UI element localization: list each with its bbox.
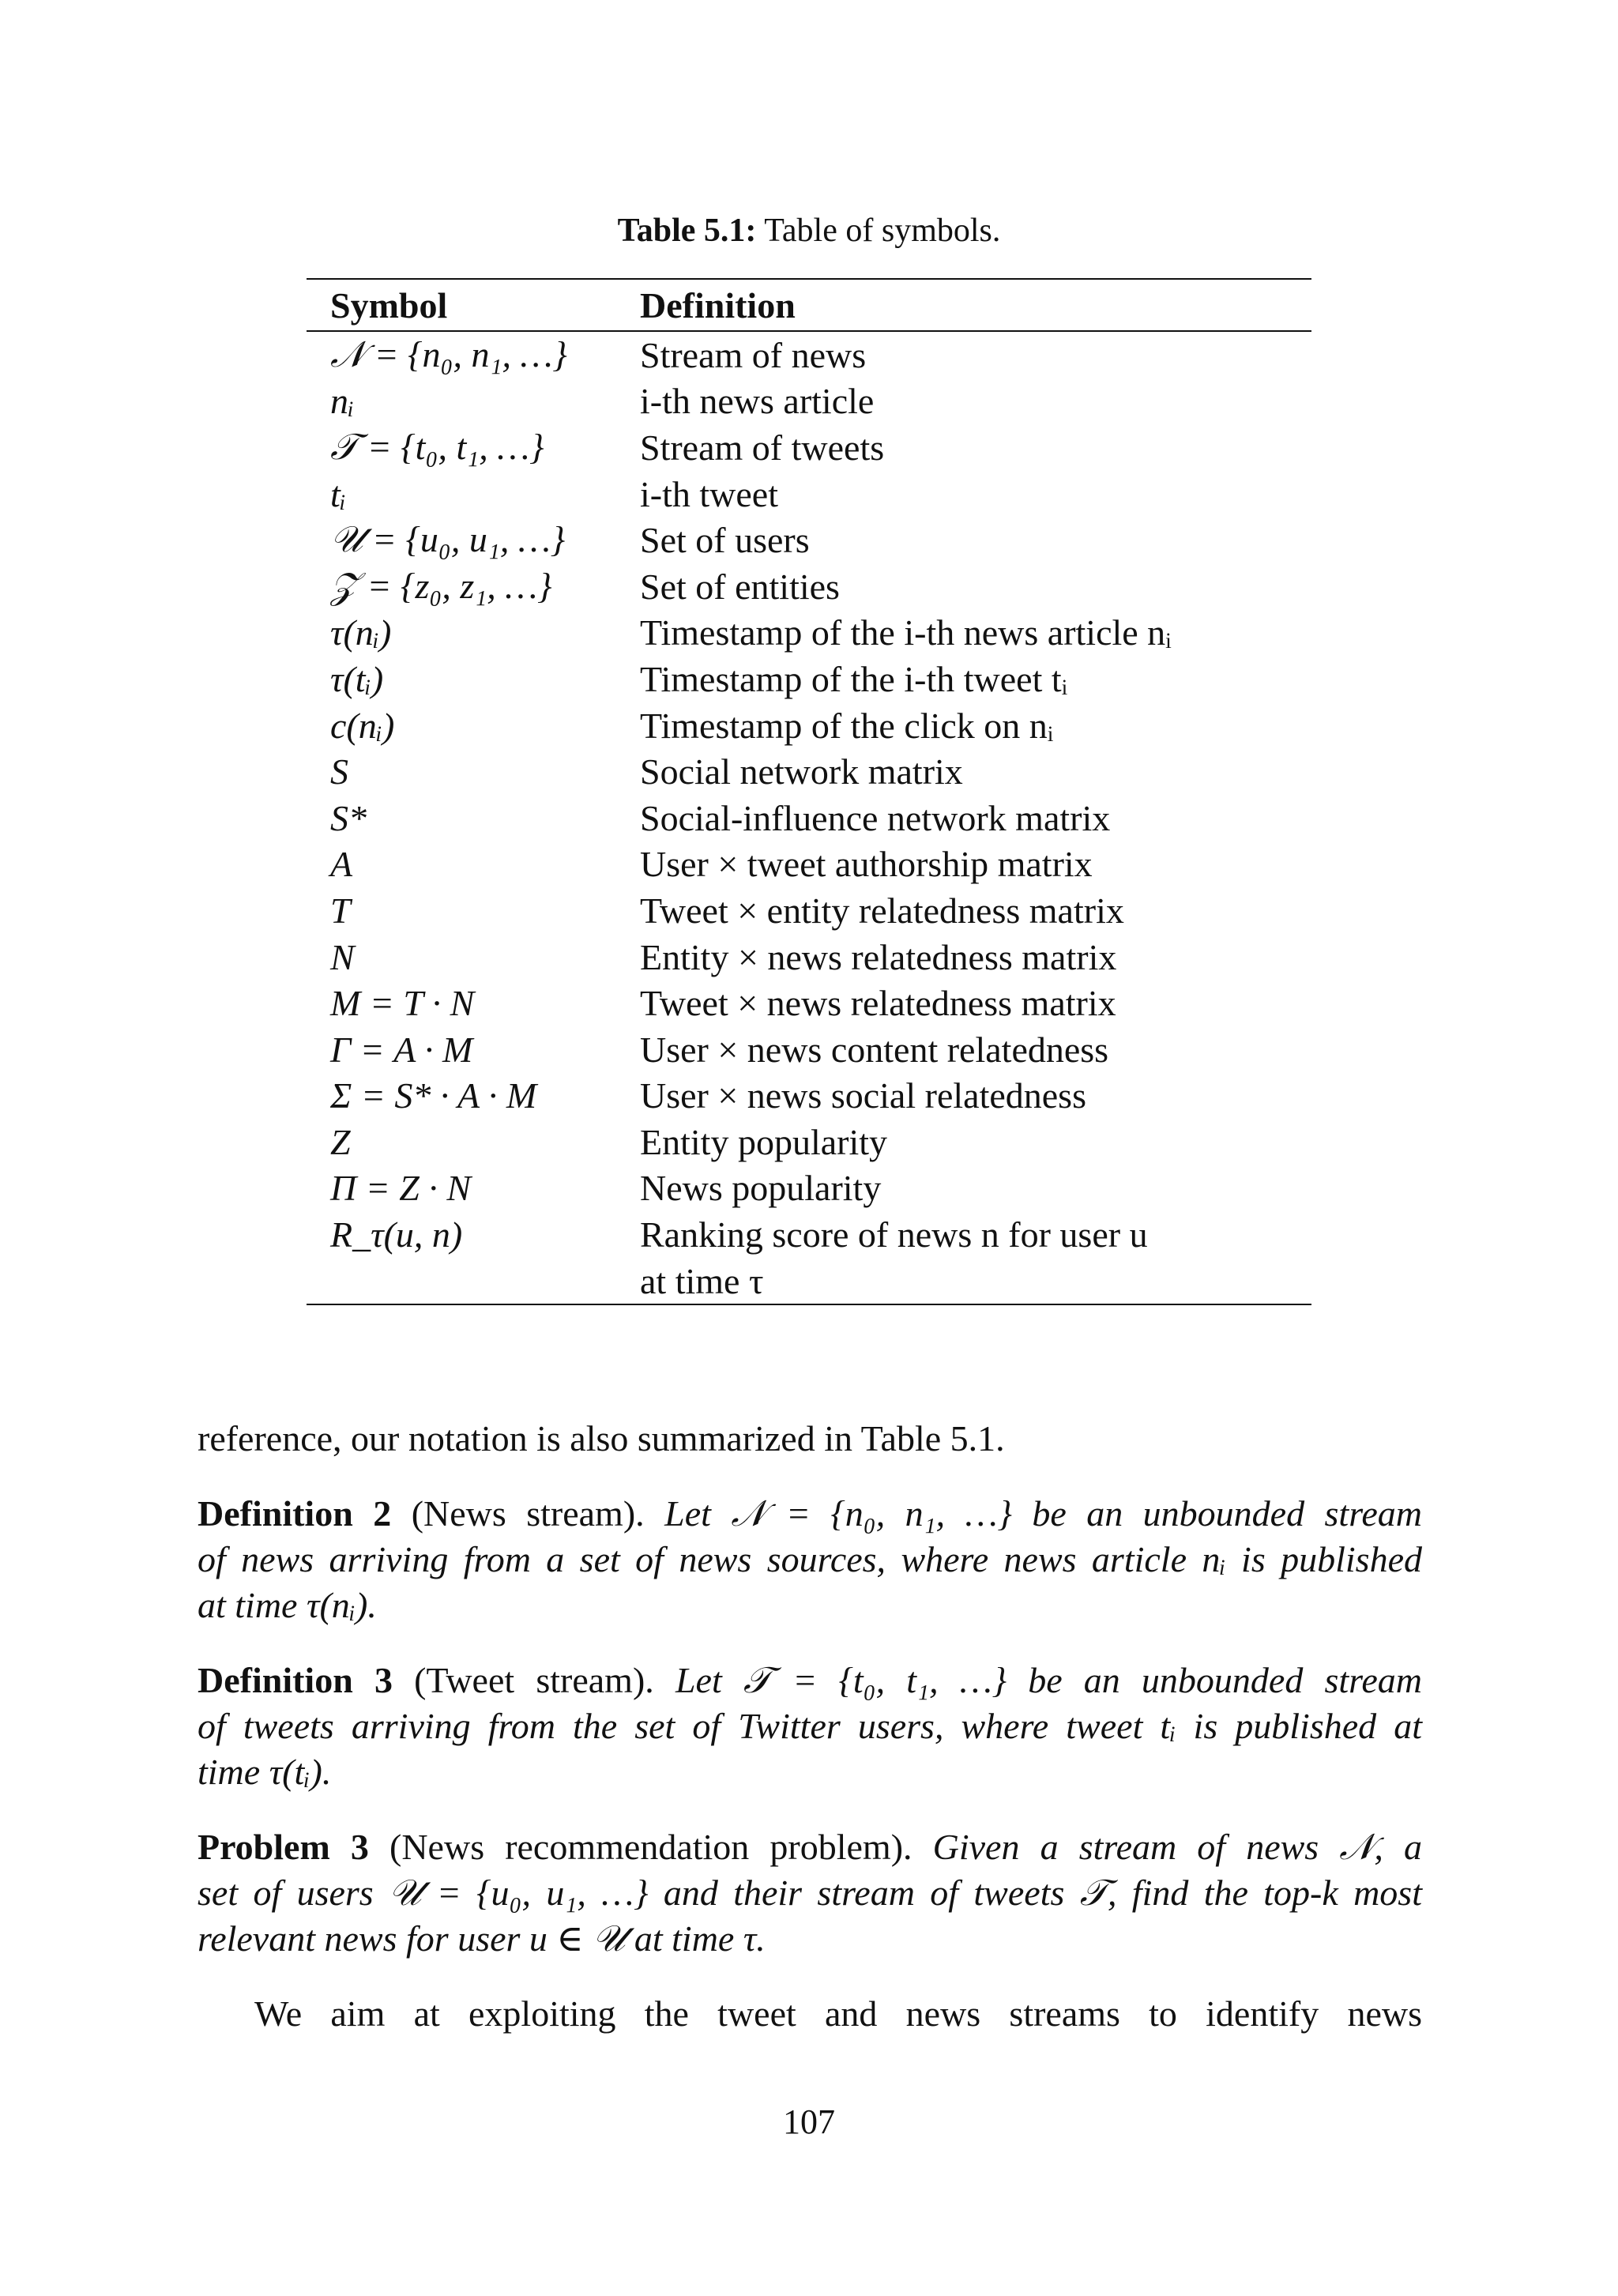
definition-cell: Stream of news: [640, 334, 867, 375]
paragraph-line: We aim at exploiting the tweet and news streams to identify news: [254, 1993, 1422, 2034]
page-number: 107: [783, 2102, 835, 2141]
table-row: [307, 1211, 1311, 1258]
header-definition: Definition: [640, 284, 796, 326]
definition-2-line-2: of news arriving from a set of news sources, where news article nᵢ is published: [198, 1539, 1422, 1579]
problem-3-line-2: set of users 𝒰 = {u₀, u₁, …} and their stream of tweets 𝒯, find the top-k most: [198, 1873, 1422, 1913]
symbol-cell: 𝒵 = {z₀, z₁, …}: [330, 565, 552, 606]
definition-cell: Social network matrix: [640, 751, 963, 792]
table-row: [307, 980, 1311, 1026]
symbol-cell: τ(nᵢ): [330, 612, 392, 653]
definition-cell: Entity popularity: [640, 1121, 888, 1162]
definition-cell: Timestamp of the i-th news article nᵢ: [640, 612, 1172, 653]
symbol-cell: c(nᵢ): [330, 705, 395, 746]
table-row: [307, 1073, 1311, 1120]
table-row: [307, 563, 1311, 610]
symbol-cell: Σ = S* · A · M: [330, 1075, 537, 1116]
table-row: [307, 1165, 1311, 1212]
table-row: [307, 795, 1311, 841]
definition-cell: Tweet × entity relatedness matrix: [640, 890, 1124, 931]
definition-2-label: Definition 2: [198, 1493, 392, 1534]
table-row: [307, 471, 1311, 518]
symbol-cell: τ(tᵢ): [330, 658, 384, 699]
header-symbol: Symbol: [330, 284, 448, 326]
symbol-cell: R_τ(u, n): [330, 1214, 463, 1255]
definition-3-statement: Let 𝒯 = {t₀, t₁, …} be an unbounded stream: [675, 1660, 1423, 1700]
table-row: [307, 1258, 1311, 1304]
definition-2-line-3: at time τ(nᵢ).: [198, 1585, 377, 1625]
table-row: [307, 1119, 1311, 1165]
definition-cell: Entity × news relatedness matrix: [640, 936, 1117, 977]
table-row: [307, 934, 1311, 981]
definition-2-title: (News stream).: [411, 1493, 645, 1534]
table-row: [307, 702, 1311, 749]
table-caption-text: Table of symbols.: [764, 213, 1001, 249]
problem-3: [198, 1824, 1422, 1962]
table-row: [307, 517, 1311, 563]
symbol-cell: T: [330, 890, 351, 931]
definition-cell: News popularity: [640, 1168, 882, 1209]
symbol-cell: 𝒰 = {u₀, u₁, …}: [330, 519, 566, 560]
symbol-cell: 𝒩 = {n₀, n₁, …}: [330, 333, 567, 375]
table-row: [307, 841, 1311, 888]
table-row: [307, 332, 1311, 378]
symbol-cell: S: [330, 751, 348, 792]
table-caption-label: Table 5.1:: [617, 213, 757, 249]
definition-cell: Set of entities: [640, 566, 840, 607]
problem-3-label: Problem 3: [198, 1827, 369, 1867]
definition-cell: Timestamp of the i-th tweet tᵢ: [640, 658, 1068, 699]
definition-cell: i-th news article: [640, 381, 875, 422]
problem-3-title: (News recommendation problem).: [389, 1827, 912, 1867]
table-row: [307, 887, 1311, 934]
table-caption: [0, 212, 1618, 250]
definition-cell: i-th tweet: [640, 473, 778, 514]
definition-3-line-1: [198, 1658, 1422, 1703]
symbol-cell: Γ = A · M: [330, 1029, 473, 1070]
symbol-cell: M = T · N: [330, 983, 475, 1024]
definition-3-line-3: time τ(tᵢ).: [198, 1752, 332, 1792]
definition-cell: Ranking score of news n for user u: [640, 1214, 1148, 1255]
definition-cell: User × news social relatedness: [640, 1075, 1086, 1116]
symbol-cell: N: [330, 936, 355, 977]
symbol-cell: tᵢ: [330, 473, 347, 514]
symbol-cell: nᵢ: [330, 381, 355, 422]
paragraph-reference: [198, 1416, 1422, 1462]
table-body: [307, 332, 1311, 1304]
paragraph-aim: [198, 1991, 1422, 2037]
symbol-cell: Z: [330, 1121, 351, 1162]
definition-2-line-1: [198, 1491, 1422, 1537]
definition-3-label: Definition 3: [198, 1660, 393, 1700]
table-row: [307, 656, 1311, 702]
definition-3-line-2: of tweets arriving from the set of Twitter users, where tweet tᵢ is published at: [198, 1706, 1422, 1746]
definition-cell: User × tweet authorship matrix: [640, 844, 1093, 885]
definition-cell: Timestamp of the click on nᵢ: [640, 705, 1054, 746]
definition-cell: User × news content relatedness: [640, 1029, 1109, 1070]
table-row: [307, 748, 1311, 795]
definition-3-title: (Tweet stream).: [414, 1660, 654, 1700]
table-row: [307, 424, 1311, 471]
definition-cell: Stream of tweets: [640, 427, 885, 468]
definition-cell: Social-influence network matrix: [640, 797, 1111, 838]
definition-cell: at time τ: [640, 1260, 764, 1301]
problem-3-statement: Given a stream of news 𝒩, a: [932, 1827, 1422, 1867]
definition-2-statement: Let 𝒩 = {n₀, n₁, …} be an unbounded stream: [664, 1493, 1423, 1534]
definition-cell: Tweet × news relatedness matrix: [640, 983, 1116, 1024]
symbol-cell: A: [330, 844, 353, 885]
table-row: [307, 1026, 1311, 1073]
symbol-cell: 𝒯 = {t₀, t₁, …}: [330, 426, 544, 467]
definition-cell: Set of users: [640, 520, 810, 561]
table-header-row: [307, 280, 1311, 332]
definition-2: [198, 1491, 1422, 1628]
symbol-cell: Π = Z · N: [330, 1168, 472, 1209]
symbols-table: [307, 278, 1311, 1305]
definition-3: [198, 1658, 1422, 1795]
table-row: [307, 610, 1311, 657]
symbol-cell: S*: [330, 797, 367, 838]
table-row: [307, 378, 1311, 425]
problem-3-line-3: relevant news for user u ∈ 𝒰 at time τ.: [198, 1918, 766, 1959]
problem-3-line-1: [198, 1824, 1422, 1870]
paragraph-line: reference, our notation is also summarized in Table 5.1.: [198, 1418, 1005, 1459]
